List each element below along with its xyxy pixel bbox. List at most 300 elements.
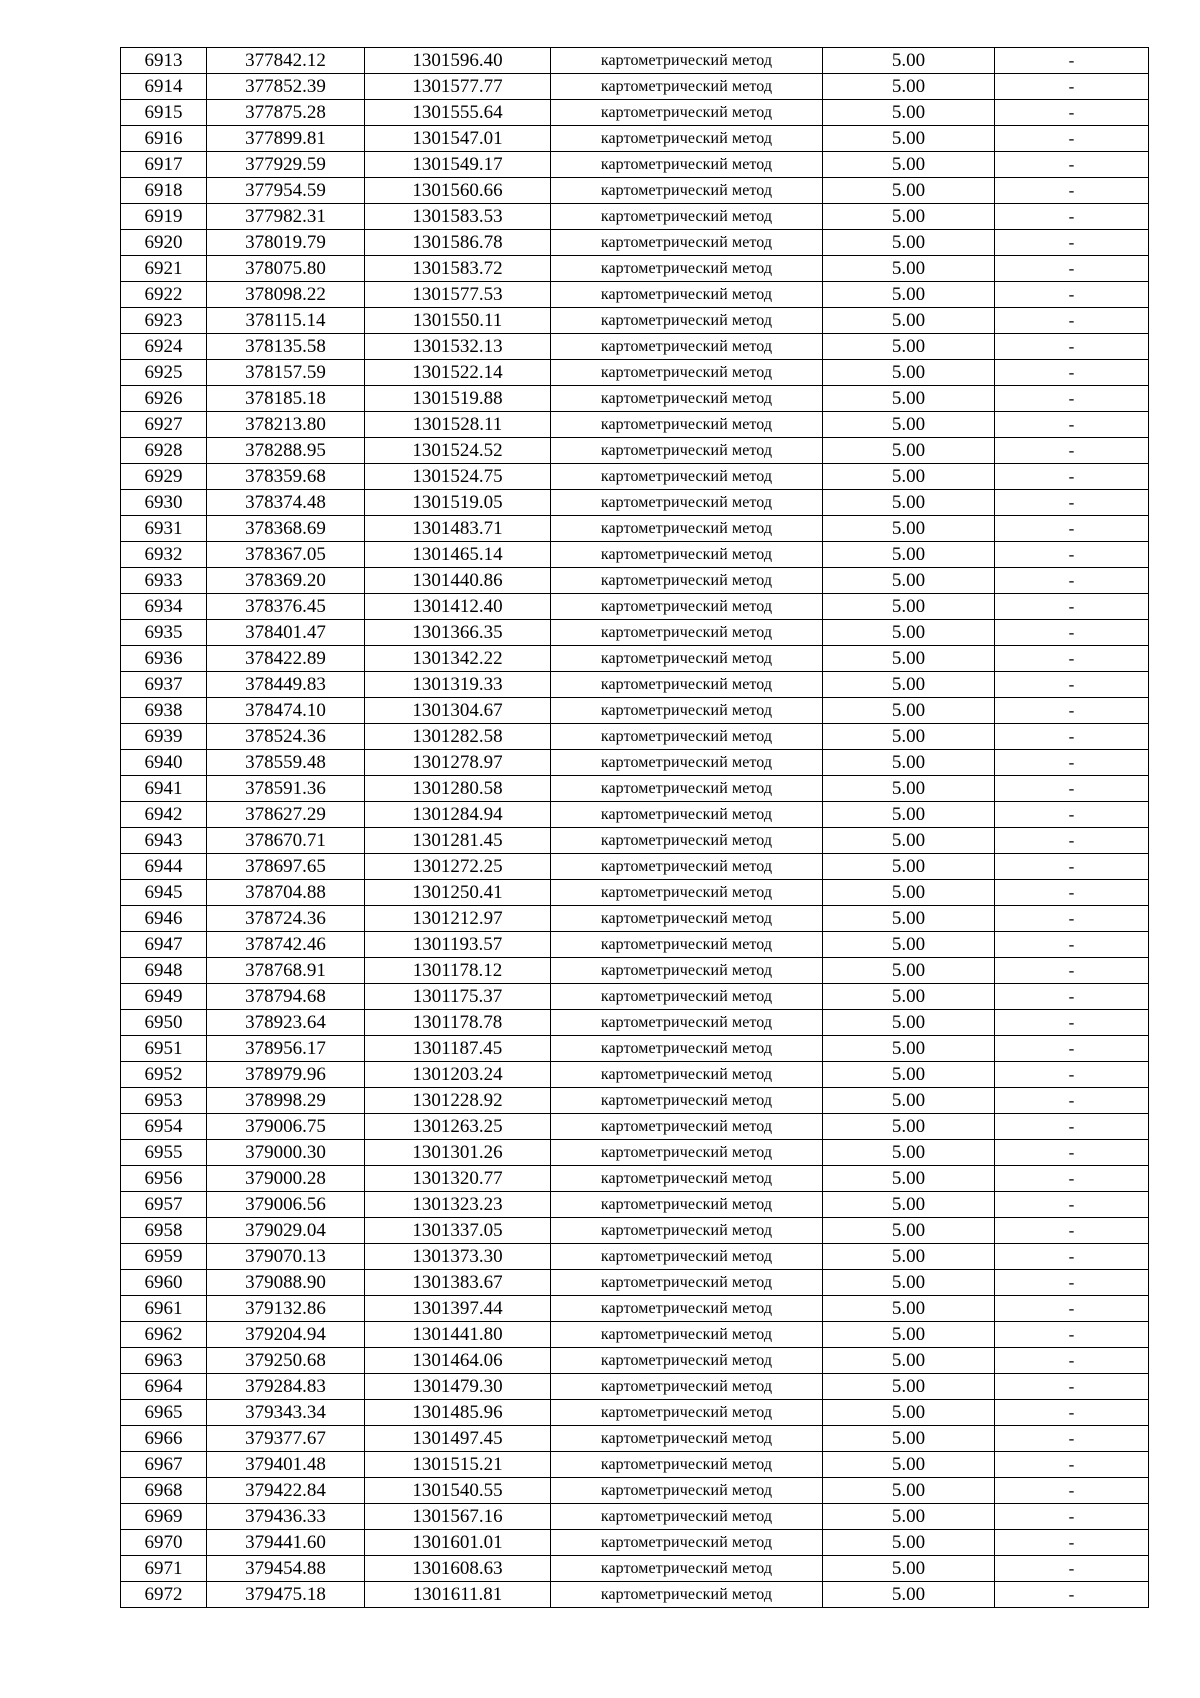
precision-cell: 5.00 [823, 1192, 995, 1218]
y-coordinate-cell: 1301608.63 [365, 1556, 551, 1582]
y-coordinate-cell: 1301263.25 [365, 1114, 551, 1140]
table-row [121, 984, 1149, 1010]
method-cell: картометрический метод [551, 516, 823, 542]
note-cell: - [995, 1582, 1149, 1608]
method-cell: картометрический метод [551, 464, 823, 490]
x-coordinate-cell: 379475.18 [207, 1582, 365, 1608]
precision-cell: 5.00 [823, 854, 995, 880]
x-coordinate-cell: 378591.36 [207, 776, 365, 802]
precision-cell: 5.00 [823, 74, 995, 100]
x-coordinate-cell: 378359.68 [207, 464, 365, 490]
table-row [121, 464, 1149, 490]
x-coordinate-cell: 378368.69 [207, 516, 365, 542]
x-coordinate-cell: 379441.60 [207, 1530, 365, 1556]
y-coordinate-cell: 1301601.01 [365, 1530, 551, 1556]
precision-cell: 5.00 [823, 100, 995, 126]
y-coordinate-cell: 1301320.77 [365, 1166, 551, 1192]
precision-cell: 5.00 [823, 880, 995, 906]
precision-cell: 5.00 [823, 282, 995, 308]
table-row [121, 1114, 1149, 1140]
point-number-cell: 6963 [121, 1348, 207, 1374]
note-cell: - [995, 1218, 1149, 1244]
point-number-cell: 6934 [121, 594, 207, 620]
method-cell: картометрический метод [551, 1400, 823, 1426]
method-cell: картометрический метод [551, 490, 823, 516]
y-coordinate-cell: 1301524.75 [365, 464, 551, 490]
method-cell: картометрический метод [551, 1348, 823, 1374]
note-cell: - [995, 1140, 1149, 1166]
point-number-cell: 6914 [121, 74, 207, 100]
method-cell: картометрический метод [551, 906, 823, 932]
table-row [121, 1348, 1149, 1374]
table-row [121, 100, 1149, 126]
precision-cell: 5.00 [823, 1530, 995, 1556]
table-row [121, 308, 1149, 334]
coordinates-table-body [121, 48, 1149, 1608]
y-coordinate-cell: 1301465.14 [365, 542, 551, 568]
y-coordinate-cell: 1301528.11 [365, 412, 551, 438]
y-coordinate-cell: 1301301.26 [365, 1140, 551, 1166]
note-cell: - [995, 958, 1149, 984]
table-row [121, 1322, 1149, 1348]
point-number-cell: 6918 [121, 178, 207, 204]
note-cell: - [995, 802, 1149, 828]
precision-cell: 5.00 [823, 308, 995, 334]
y-coordinate-cell: 1301366.35 [365, 620, 551, 646]
note-cell: - [995, 1530, 1149, 1556]
precision-cell: 5.00 [823, 1348, 995, 1374]
note-cell: - [995, 542, 1149, 568]
method-cell: картометрический метод [551, 1036, 823, 1062]
point-number-cell: 6933 [121, 568, 207, 594]
table-row [121, 74, 1149, 100]
y-coordinate-cell: 1301522.14 [365, 360, 551, 386]
y-coordinate-cell: 1301203.24 [365, 1062, 551, 1088]
precision-cell: 5.00 [823, 1400, 995, 1426]
x-coordinate-cell: 378019.79 [207, 230, 365, 256]
table-row [121, 516, 1149, 542]
table-row [121, 1296, 1149, 1322]
y-coordinate-cell: 1301515.21 [365, 1452, 551, 1478]
point-number-cell: 6929 [121, 464, 207, 490]
precision-cell: 5.00 [823, 1036, 995, 1062]
point-number-cell: 6944 [121, 854, 207, 880]
y-coordinate-cell: 1301519.88 [365, 386, 551, 412]
precision-cell: 5.00 [823, 230, 995, 256]
method-cell: картометрический метод [551, 386, 823, 412]
note-cell: - [995, 1348, 1149, 1374]
method-cell: картометрический метод [551, 74, 823, 100]
method-cell: картометрический метод [551, 178, 823, 204]
point-number-cell: 6962 [121, 1322, 207, 1348]
y-coordinate-cell: 1301596.40 [365, 48, 551, 74]
note-cell: - [995, 620, 1149, 646]
y-coordinate-cell: 1301555.64 [365, 100, 551, 126]
x-coordinate-cell: 378704.88 [207, 880, 365, 906]
x-coordinate-cell: 378288.95 [207, 438, 365, 464]
y-coordinate-cell: 1301250.41 [365, 880, 551, 906]
y-coordinate-cell: 1301304.67 [365, 698, 551, 724]
method-cell: картометрический метод [551, 282, 823, 308]
method-cell: картометрический метод [551, 1166, 823, 1192]
method-cell: картометрический метод [551, 698, 823, 724]
note-cell: - [995, 152, 1149, 178]
x-coordinate-cell: 377852.39 [207, 74, 365, 100]
point-number-cell: 6938 [121, 698, 207, 724]
method-cell: картометрический метод [551, 1504, 823, 1530]
y-coordinate-cell: 1301323.23 [365, 1192, 551, 1218]
point-number-cell: 6928 [121, 438, 207, 464]
note-cell: - [995, 568, 1149, 594]
y-coordinate-cell: 1301583.72 [365, 256, 551, 282]
y-coordinate-cell: 1301485.96 [365, 1400, 551, 1426]
x-coordinate-cell: 378979.96 [207, 1062, 365, 1088]
point-number-cell: 6931 [121, 516, 207, 542]
note-cell: - [995, 1478, 1149, 1504]
method-cell: картометрический метод [551, 1088, 823, 1114]
table-row [121, 958, 1149, 984]
method-cell: картометрический метод [551, 1530, 823, 1556]
y-coordinate-cell: 1301583.53 [365, 204, 551, 230]
note-cell: - [995, 1296, 1149, 1322]
note-cell: - [995, 594, 1149, 620]
point-number-cell: 6965 [121, 1400, 207, 1426]
note-cell: - [995, 1088, 1149, 1114]
x-coordinate-cell: 378724.36 [207, 906, 365, 932]
method-cell: картометрический метод [551, 1426, 823, 1452]
note-cell: - [995, 438, 1149, 464]
y-coordinate-cell: 1301193.57 [365, 932, 551, 958]
point-number-cell: 6926 [121, 386, 207, 412]
table-row [121, 490, 1149, 516]
table-row [121, 594, 1149, 620]
y-coordinate-cell: 1301319.33 [365, 672, 551, 698]
x-coordinate-cell: 377875.28 [207, 100, 365, 126]
table-row [121, 1556, 1149, 1582]
method-cell: картометрический метод [551, 646, 823, 672]
method-cell: картометрический метод [551, 776, 823, 802]
note-cell: - [995, 100, 1149, 126]
y-coordinate-cell: 1301412.40 [365, 594, 551, 620]
point-number-cell: 6968 [121, 1478, 207, 1504]
note-cell: - [995, 464, 1149, 490]
y-coordinate-cell: 1301342.22 [365, 646, 551, 672]
y-coordinate-cell: 1301383.67 [365, 1270, 551, 1296]
table-row [121, 1504, 1149, 1530]
table-row [121, 932, 1149, 958]
precision-cell: 5.00 [823, 1556, 995, 1582]
precision-cell: 5.00 [823, 1452, 995, 1478]
y-coordinate-cell: 1301212.97 [365, 906, 551, 932]
precision-cell: 5.00 [823, 1010, 995, 1036]
method-cell: картометрический метод [551, 334, 823, 360]
note-cell: - [995, 1426, 1149, 1452]
method-cell: картометрический метод [551, 1270, 823, 1296]
note-cell: - [995, 880, 1149, 906]
note-cell: - [995, 1010, 1149, 1036]
note-cell: - [995, 724, 1149, 750]
x-coordinate-cell: 378670.71 [207, 828, 365, 854]
table-row [121, 1218, 1149, 1244]
point-number-cell: 6915 [121, 100, 207, 126]
y-coordinate-cell: 1301278.97 [365, 750, 551, 776]
table-row [121, 1036, 1149, 1062]
precision-cell: 5.00 [823, 1062, 995, 1088]
method-cell: картометрический метод [551, 568, 823, 594]
table-row [121, 698, 1149, 724]
precision-cell: 5.00 [823, 360, 995, 386]
y-coordinate-cell: 1301281.45 [365, 828, 551, 854]
precision-cell: 5.00 [823, 152, 995, 178]
y-coordinate-cell: 1301282.58 [365, 724, 551, 750]
point-number-cell: 6972 [121, 1582, 207, 1608]
precision-cell: 5.00 [823, 672, 995, 698]
table-row [121, 1452, 1149, 1478]
precision-cell: 5.00 [823, 386, 995, 412]
x-coordinate-cell: 379250.68 [207, 1348, 365, 1374]
method-cell: картометрический метод [551, 412, 823, 438]
note-cell: - [995, 906, 1149, 932]
method-cell: картометрический метод [551, 724, 823, 750]
point-number-cell: 6940 [121, 750, 207, 776]
note-cell: - [995, 1452, 1149, 1478]
point-number-cell: 6922 [121, 282, 207, 308]
note-cell: - [995, 672, 1149, 698]
note-cell: - [995, 1400, 1149, 1426]
table-row [121, 1426, 1149, 1452]
precision-cell: 5.00 [823, 932, 995, 958]
note-cell: - [995, 1504, 1149, 1530]
precision-cell: 5.00 [823, 776, 995, 802]
method-cell: картометрический метод [551, 438, 823, 464]
y-coordinate-cell: 1301547.01 [365, 126, 551, 152]
table-row [121, 1140, 1149, 1166]
y-coordinate-cell: 1301280.58 [365, 776, 551, 802]
note-cell: - [995, 126, 1149, 152]
note-cell: - [995, 828, 1149, 854]
point-number-cell: 6970 [121, 1530, 207, 1556]
x-coordinate-cell: 379284.83 [207, 1374, 365, 1400]
table-row [121, 360, 1149, 386]
point-number-cell: 6945 [121, 880, 207, 906]
note-cell: - [995, 412, 1149, 438]
table-row [121, 256, 1149, 282]
point-number-cell: 6956 [121, 1166, 207, 1192]
y-coordinate-cell: 1301178.78 [365, 1010, 551, 1036]
precision-cell: 5.00 [823, 594, 995, 620]
precision-cell: 5.00 [823, 958, 995, 984]
table-row [121, 152, 1149, 178]
method-cell: картометрический метод [551, 230, 823, 256]
point-number-cell: 6946 [121, 906, 207, 932]
table-row [121, 386, 1149, 412]
x-coordinate-cell: 379454.88 [207, 1556, 365, 1582]
y-coordinate-cell: 1301187.45 [365, 1036, 551, 1062]
table-row [121, 412, 1149, 438]
x-coordinate-cell: 379377.67 [207, 1426, 365, 1452]
precision-cell: 5.00 [823, 1166, 995, 1192]
x-coordinate-cell: 378115.14 [207, 308, 365, 334]
x-coordinate-cell: 379006.56 [207, 1192, 365, 1218]
y-coordinate-cell: 1301175.37 [365, 984, 551, 1010]
precision-cell: 5.00 [823, 412, 995, 438]
method-cell: картометрический метод [551, 1296, 823, 1322]
x-coordinate-cell: 377899.81 [207, 126, 365, 152]
precision-cell: 5.00 [823, 1374, 995, 1400]
precision-cell: 5.00 [823, 1088, 995, 1114]
x-coordinate-cell: 379204.94 [207, 1322, 365, 1348]
x-coordinate-cell: 379006.75 [207, 1114, 365, 1140]
table-row [121, 1244, 1149, 1270]
method-cell: картометрический метод [551, 1374, 823, 1400]
y-coordinate-cell: 1301567.16 [365, 1504, 551, 1530]
table-row [121, 620, 1149, 646]
point-number-cell: 6942 [121, 802, 207, 828]
x-coordinate-cell: 378185.18 [207, 386, 365, 412]
table-row [121, 750, 1149, 776]
method-cell: картометрический метод [551, 984, 823, 1010]
table-row [121, 568, 1149, 594]
note-cell: - [995, 308, 1149, 334]
note-cell: - [995, 1166, 1149, 1192]
table-row [121, 1088, 1149, 1114]
point-number-cell: 6913 [121, 48, 207, 74]
x-coordinate-cell: 379000.28 [207, 1166, 365, 1192]
precision-cell: 5.00 [823, 568, 995, 594]
method-cell: картометрический метод [551, 308, 823, 334]
y-coordinate-cell: 1301532.13 [365, 334, 551, 360]
precision-cell: 5.00 [823, 178, 995, 204]
point-number-cell: 6964 [121, 1374, 207, 1400]
point-number-cell: 6948 [121, 958, 207, 984]
method-cell: картометрический метод [551, 854, 823, 880]
precision-cell: 5.00 [823, 620, 995, 646]
point-number-cell: 6967 [121, 1452, 207, 1478]
note-cell: - [995, 74, 1149, 100]
y-coordinate-cell: 1301440.86 [365, 568, 551, 594]
precision-cell: 5.00 [823, 1322, 995, 1348]
method-cell: картометрический метод [551, 1322, 823, 1348]
y-coordinate-cell: 1301560.66 [365, 178, 551, 204]
x-coordinate-cell: 378742.46 [207, 932, 365, 958]
point-number-cell: 6949 [121, 984, 207, 1010]
method-cell: картометрический метод [551, 152, 823, 178]
point-number-cell: 6943 [121, 828, 207, 854]
table-row [121, 802, 1149, 828]
precision-cell: 5.00 [823, 1582, 995, 1608]
y-coordinate-cell: 1301479.30 [365, 1374, 551, 1400]
precision-cell: 5.00 [823, 828, 995, 854]
method-cell: картометрический метод [551, 1140, 823, 1166]
table-row [121, 438, 1149, 464]
point-number-cell: 6925 [121, 360, 207, 386]
note-cell: - [995, 48, 1149, 74]
table-row [121, 880, 1149, 906]
y-coordinate-cell: 1301540.55 [365, 1478, 551, 1504]
point-number-cell: 6932 [121, 542, 207, 568]
y-coordinate-cell: 1301519.05 [365, 490, 551, 516]
table-row [121, 1530, 1149, 1556]
note-cell: - [995, 1556, 1149, 1582]
precision-cell: 5.00 [823, 204, 995, 230]
precision-cell: 5.00 [823, 490, 995, 516]
point-number-cell: 6951 [121, 1036, 207, 1062]
table-row [121, 1582, 1149, 1608]
x-coordinate-cell: 378374.48 [207, 490, 365, 516]
table-row [121, 334, 1149, 360]
y-coordinate-cell: 1301577.77 [365, 74, 551, 100]
note-cell: - [995, 1192, 1149, 1218]
note-cell: - [995, 282, 1149, 308]
method-cell: картометрический метод [551, 360, 823, 386]
method-cell: картометрический метод [551, 750, 823, 776]
x-coordinate-cell: 377842.12 [207, 48, 365, 74]
y-coordinate-cell: 1301549.17 [365, 152, 551, 178]
table-row [121, 646, 1149, 672]
x-coordinate-cell: 378923.64 [207, 1010, 365, 1036]
point-number-cell: 6969 [121, 1504, 207, 1530]
x-coordinate-cell: 379132.86 [207, 1296, 365, 1322]
table-row [121, 672, 1149, 698]
note-cell: - [995, 1114, 1149, 1140]
precision-cell: 5.00 [823, 516, 995, 542]
x-coordinate-cell: 379088.90 [207, 1270, 365, 1296]
method-cell: картометрический метод [551, 958, 823, 984]
note-cell: - [995, 360, 1149, 386]
note-cell: - [995, 256, 1149, 282]
method-cell: картометрический метод [551, 100, 823, 126]
x-coordinate-cell: 378157.59 [207, 360, 365, 386]
method-cell: картометрический метод [551, 1218, 823, 1244]
precision-cell: 5.00 [823, 1296, 995, 1322]
precision-cell: 5.00 [823, 750, 995, 776]
table-row [121, 776, 1149, 802]
note-cell: - [995, 178, 1149, 204]
note-cell: - [995, 750, 1149, 776]
precision-cell: 5.00 [823, 1218, 995, 1244]
table-row [121, 126, 1149, 152]
note-cell: - [995, 698, 1149, 724]
y-coordinate-cell: 1301337.05 [365, 1218, 551, 1244]
method-cell: картометрический метод [551, 620, 823, 646]
precision-cell: 5.00 [823, 542, 995, 568]
point-number-cell: 6916 [121, 126, 207, 152]
note-cell: - [995, 776, 1149, 802]
method-cell: картометрический метод [551, 126, 823, 152]
method-cell: картометрический метод [551, 204, 823, 230]
x-coordinate-cell: 379343.34 [207, 1400, 365, 1426]
y-coordinate-cell: 1301373.30 [365, 1244, 551, 1270]
x-coordinate-cell: 378135.58 [207, 334, 365, 360]
point-number-cell: 6917 [121, 152, 207, 178]
precision-cell: 5.00 [823, 906, 995, 932]
method-cell: картометрический метод [551, 1452, 823, 1478]
x-coordinate-cell: 378627.29 [207, 802, 365, 828]
x-coordinate-cell: 378376.45 [207, 594, 365, 620]
note-cell: - [995, 490, 1149, 516]
point-number-cell: 6935 [121, 620, 207, 646]
y-coordinate-cell: 1301228.92 [365, 1088, 551, 1114]
note-cell: - [995, 984, 1149, 1010]
precision-cell: 5.00 [823, 334, 995, 360]
table-row [121, 854, 1149, 880]
method-cell: картометрический метод [551, 594, 823, 620]
precision-cell: 5.00 [823, 698, 995, 724]
point-number-cell: 6958 [121, 1218, 207, 1244]
point-number-cell: 6941 [121, 776, 207, 802]
x-coordinate-cell: 378213.80 [207, 412, 365, 438]
y-coordinate-cell: 1301284.94 [365, 802, 551, 828]
